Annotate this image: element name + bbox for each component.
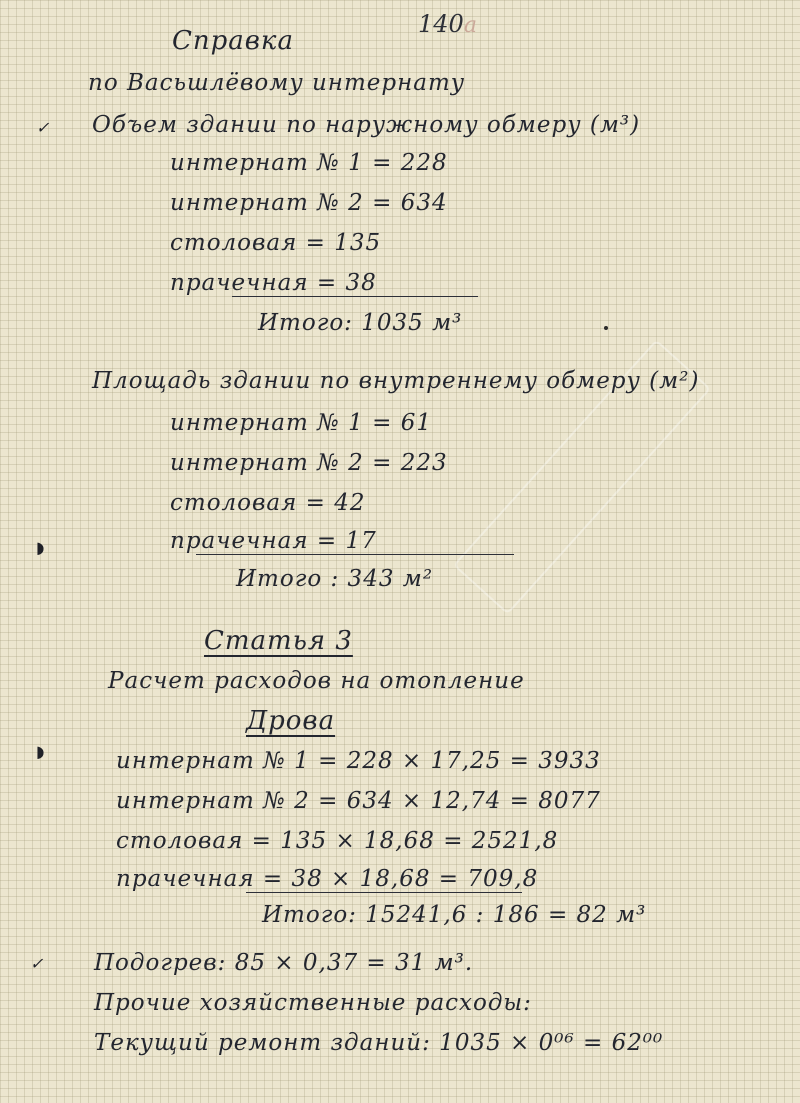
sum-rule bbox=[246, 892, 522, 893]
volume-row: интернат № 2 = 634 bbox=[170, 190, 448, 216]
article-heading: Статья 3 bbox=[204, 626, 353, 656]
page-number-value: 140 bbox=[418, 10, 464, 38]
sum-rule bbox=[232, 296, 478, 297]
calc-row: прачечная = 38 × 18,68 = 709,8 bbox=[116, 866, 539, 892]
binding-hole-mark: ◗ bbox=[36, 742, 45, 761]
repair-line: Текущий ремонт зданий: 1035 × 0⁰⁶ = 62⁰⁰ bbox=[94, 1030, 664, 1056]
page-number bbox=[418, 10, 477, 38]
other-expenses-line: Прочие хозяйственные расходы: bbox=[94, 990, 532, 1016]
calc-row: столовая = 135 × 18,68 = 2521,8 bbox=[116, 828, 559, 854]
article-subheading: Расчет расходов на отопление bbox=[108, 668, 525, 694]
document-title: Справка bbox=[172, 26, 294, 56]
binding-hole-mark: ✓ bbox=[30, 954, 44, 973]
volume-row: столовая = 135 bbox=[170, 230, 382, 256]
heating-line: Подогрев: 85 × 0,37 = 31 м³. bbox=[94, 950, 474, 976]
calc-row: интернат № 1 = 228 × 17,25 = 3933 bbox=[116, 748, 601, 774]
area-heading: Площадь здании по внутреннему обмеру (м²) bbox=[92, 368, 700, 394]
area-row: прачечная = 17 bbox=[170, 528, 377, 554]
calc-row: интернат № 2 = 634 × 12,74 = 8077 bbox=[116, 788, 601, 814]
sum-rule bbox=[196, 554, 514, 555]
area-total: Итого : 343 м² bbox=[236, 566, 434, 592]
binding-hole-mark: ✓ bbox=[36, 118, 50, 137]
fuel-heading: Дрова bbox=[246, 706, 336, 736]
volume-total: Итого: 1035 м³ bbox=[258, 310, 463, 336]
volume-row: интернат № 1 = 228 bbox=[170, 150, 448, 176]
document-subtitle: по Васьшлёвому интернату bbox=[88, 70, 466, 96]
article-total: Итого: 15241,6 : 186 = 82 м³ bbox=[262, 902, 647, 928]
area-row: столовая = 42 bbox=[170, 490, 366, 516]
binding-hole-mark: ◗ bbox=[36, 538, 45, 557]
area-row: интернат № 2 = 223 bbox=[170, 450, 448, 476]
area-row: интернат № 1 = 61 bbox=[170, 410, 432, 436]
volume-heading: Объем здании по наружному обмеру (м³) bbox=[92, 112, 641, 138]
ink-dot bbox=[604, 326, 608, 330]
page-number-suffix: a bbox=[463, 13, 477, 38]
volume-row: прачечная = 38 bbox=[170, 270, 377, 296]
